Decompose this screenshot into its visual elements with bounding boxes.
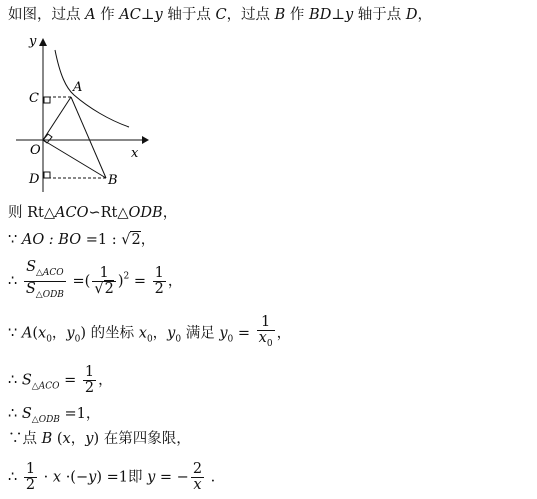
fraction-numerator: 1 <box>92 266 115 282</box>
sqrt-expression: √2 <box>121 232 141 248</box>
intro-text: 作 <box>95 7 120 23</box>
step-text: ) =1即 <box>96 469 148 486</box>
y-axis-label: y <box>29 34 37 49</box>
step-text: ， <box>98 372 113 389</box>
x-axis-label: x <box>131 146 139 161</box>
perp-symbol: ⊥ <box>331 7 345 23</box>
step-text: ) <box>93 431 100 447</box>
area-subscript: △ODB <box>31 415 60 425</box>
fraction-denominator: 2 <box>154 281 164 297</box>
step-text: ， <box>162 205 178 221</box>
because-symbol: ∵ <box>8 232 22 248</box>
step-text: = <box>129 273 151 290</box>
subscript: 0 <box>175 334 182 345</box>
area-symbol: S <box>21 372 32 389</box>
area-symbol: S <box>26 259 36 275</box>
perp-symbol: ⊥ <box>140 7 155 23</box>
step-text: ∽Rt△ <box>88 205 129 221</box>
step-area-ratio <box>8 260 182 303</box>
point-d-label: D <box>29 172 40 187</box>
step-text: ， <box>51 325 67 342</box>
because-symbol: ∵点 <box>8 431 42 447</box>
x-axis-arrow <box>142 136 149 144</box>
var-x: x <box>138 325 147 342</box>
y-axis-arrow <box>39 38 47 46</box>
var-y: y <box>167 325 176 342</box>
var-x: x <box>62 431 71 447</box>
origin-label: O <box>30 143 41 158</box>
ratio-expression: AO : BO <box>21 232 82 248</box>
fraction-numerator: 1 <box>257 315 275 331</box>
subscript: 0 <box>146 334 153 345</box>
step-conclusion <box>8 462 215 493</box>
fraction-denominator: 2 <box>84 380 95 396</box>
intro-text: 作 <box>285 7 310 23</box>
because-symbol: ∵ <box>8 325 22 342</box>
area-subscript: △ACO <box>31 381 60 392</box>
triangle-odb-ref: ODB <box>128 205 163 221</box>
ratio-fraction: $\frac{1}{√2}$ <box>94 265 114 297</box>
intro-text: 轴于点 <box>353 7 406 23</box>
point-b-ref: B <box>41 431 53 447</box>
var-x: x <box>38 325 47 342</box>
area-subscript: △ACO <box>36 268 64 278</box>
var-y: y <box>147 469 156 486</box>
intro-text: ，过点 <box>226 7 275 23</box>
therefore-symbol: ∴ <box>8 469 22 486</box>
point-b-label: B <box>108 173 118 188</box>
step-text: 的坐标 <box>86 325 139 342</box>
point-a-ref: A <box>21 325 33 342</box>
point-a-label: A <box>73 80 83 95</box>
step-text: ( <box>32 325 38 342</box>
step-quadrant <box>8 429 191 449</box>
fraction-numerator: 1 <box>84 364 95 380</box>
right-angle-mark-c <box>44 97 50 103</box>
step-text: ， <box>70 431 86 447</box>
step-text: 在第四象限， <box>99 431 191 447</box>
sqrt-radicand: 2 <box>104 281 114 297</box>
step-text: = <box>233 325 255 342</box>
point-c-ref: C <box>215 7 227 23</box>
var-y: y <box>219 325 228 342</box>
geometry-figure <box>14 30 154 192</box>
y-axis-ref: y <box>344 7 354 23</box>
fraction-denominator: x <box>258 330 267 346</box>
segment-ab <box>71 97 106 178</box>
half-fraction <box>24 462 37 493</box>
var-y: y <box>85 431 94 447</box>
point-d-ref: D <box>405 7 418 23</box>
therefore-symbol: ∴ <box>8 372 22 389</box>
step-text: ， <box>276 325 292 342</box>
intro-text: 轴于点 <box>162 7 216 23</box>
step-text: · <box>39 469 53 486</box>
segment-ob <box>43 140 106 178</box>
inverse-fraction <box>257 315 275 352</box>
area-symbol: S <box>25 281 36 297</box>
sqrt-radicand: 2 <box>131 232 141 248</box>
step-text: ·(− <box>61 469 89 486</box>
y-axis-ref: y <box>154 7 163 23</box>
intro-line <box>8 5 432 25</box>
fraction-denominator: 2 <box>25 477 36 493</box>
var-y: y <box>66 325 75 342</box>
result-fraction <box>153 266 166 297</box>
step-text: 满足 <box>181 325 220 342</box>
triangle-aco-ref: ACO <box>55 205 89 221</box>
step-area-aco <box>8 365 113 397</box>
var-y: y <box>88 469 97 486</box>
step-coordinates <box>8 315 291 352</box>
step-text: ) <box>117 273 124 290</box>
segment-bd-ref: BD <box>309 7 332 23</box>
result-fraction <box>191 462 204 493</box>
fraction-numerator: 2 <box>192 461 203 477</box>
point-c-label: C <box>29 91 39 106</box>
point-b-ref: B <box>274 7 286 23</box>
therefore-symbol: ∴ <box>8 406 22 422</box>
step-text: =1， <box>59 406 101 422</box>
intro-text: ， <box>417 7 433 23</box>
subscript: 0 <box>46 334 52 345</box>
fraction-numerator: 1 <box>25 461 36 477</box>
segment-ac-ref: AC <box>119 7 141 23</box>
step-text: =( <box>67 273 91 290</box>
area-subscript: △ODB <box>35 290 64 300</box>
area-ratio-fraction <box>24 260 66 303</box>
right-angle-mark-o <box>43 134 52 143</box>
var-x: x <box>52 469 62 486</box>
exponent: 2 <box>123 271 130 282</box>
area-symbol: S <box>21 406 32 422</box>
step-text: 则 Rt△ <box>8 205 56 221</box>
subscript: 0 <box>227 334 234 345</box>
step-text: ， <box>140 232 156 248</box>
step-text: ( <box>52 431 63 447</box>
point-a-ref: A <box>85 7 96 23</box>
therefore-symbol: ∴ <box>8 273 22 290</box>
subscript: 0 <box>74 334 81 345</box>
step-text: ， <box>167 273 183 290</box>
step-text: ) <box>80 325 87 342</box>
intro-text: 如图，过点 <box>8 7 86 23</box>
step-area-odb <box>8 404 100 430</box>
half-fraction <box>83 365 96 396</box>
right-angle-mark-d <box>44 172 50 178</box>
step-ratio <box>8 230 155 250</box>
step-similar-triangles <box>8 203 177 223</box>
subscript: 0 <box>266 339 273 349</box>
hyperbola-curve <box>55 50 129 127</box>
fraction-numerator: 1 <box>154 265 164 281</box>
step-text: = <box>59 372 81 389</box>
fraction-denominator: x <box>193 477 202 493</box>
step-text: = − <box>155 469 189 486</box>
step-text: ， <box>152 325 168 342</box>
step-text: =1 : <box>81 232 122 248</box>
step-text: . <box>206 469 216 486</box>
